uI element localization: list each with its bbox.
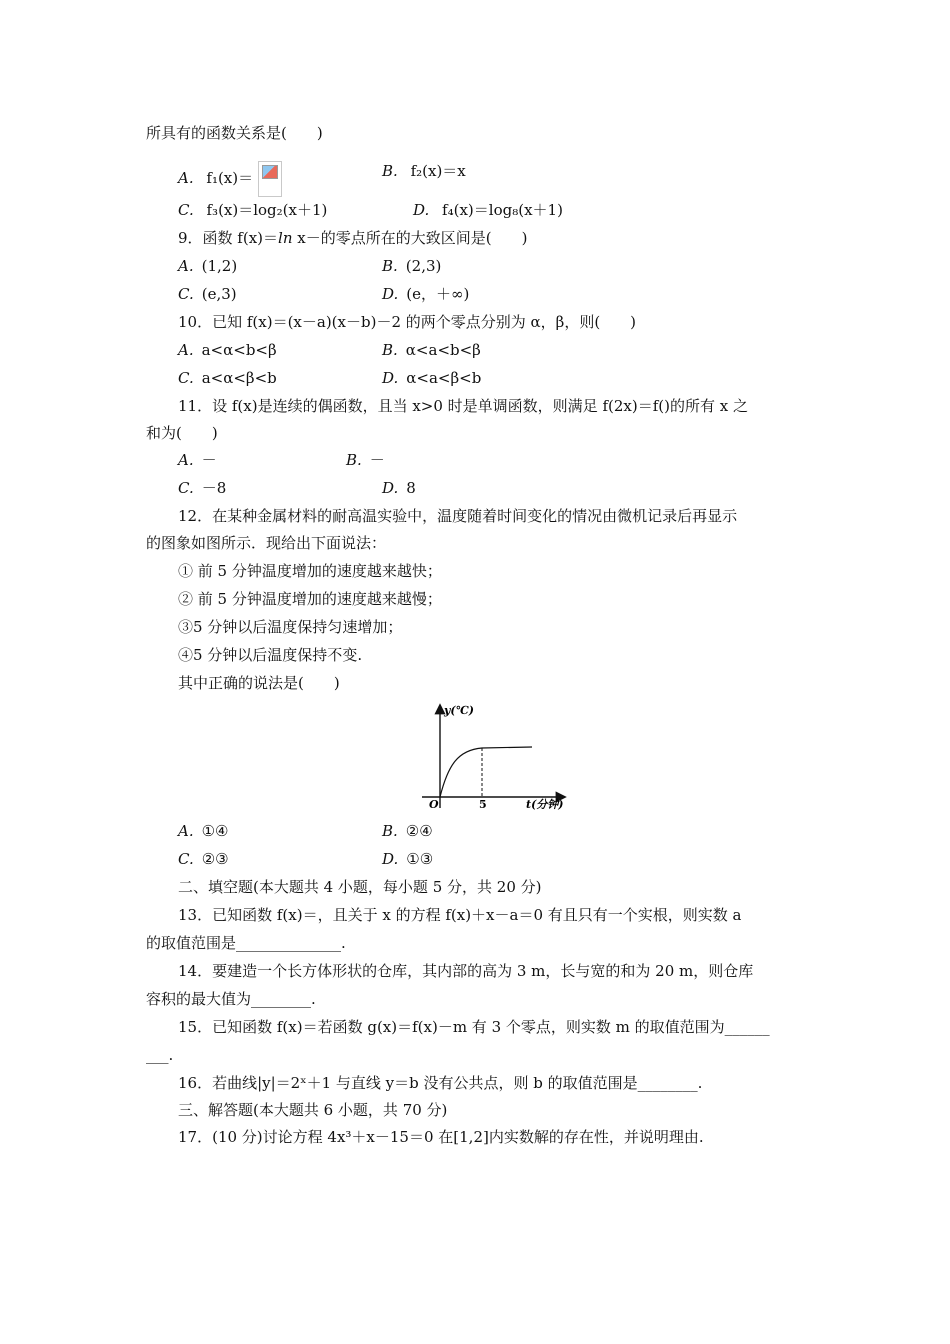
q11-stem: 11．设 f(x)是连续的偶函数，且当 x>0 时是单调函数，则满足 f(2x)＝f()的所有 x 之 (178, 397, 748, 415)
option-text: ①③ (406, 850, 434, 868)
q14-stem-cont: 容积的最大值为________. (146, 990, 316, 1008)
option-label: C. (178, 201, 194, 219)
option-label: D. (413, 201, 430, 219)
q8-option-b[interactable] (382, 161, 466, 181)
option-label: B. (346, 451, 362, 469)
q10-option-a[interactable] (178, 340, 277, 360)
q16-stem: 16．若曲线|y|＝2ˣ＋1 与直线 y＝b 没有公共点，则 b 的取值范围是________. (178, 1074, 703, 1092)
option-text: (1,2) (201, 257, 238, 275)
option-text: α<a<β<b (406, 369, 482, 387)
q13-stem-cont: 的取值范围是______________. (146, 934, 346, 952)
y-axis-label: y(℃) (444, 704, 474, 717)
q13-stem: 13．已知函数 f(x)＝，且关于 x 的方程 f(x)＋x－a＝0 有且只有一个实根，则实数 a (178, 906, 742, 924)
q11-option-b[interactable] (346, 450, 385, 470)
option-text: f₄(x)＝log₈(x＋1) (442, 201, 563, 219)
q12-option-d[interactable] (382, 849, 433, 869)
q12-prompt: 其中正确的说法是( ) (178, 674, 340, 692)
q9-option-b[interactable] (382, 256, 441, 276)
option-text: α<a<b<β (405, 341, 481, 359)
q12-statement-4: ④5 分钟以后温度保持不变. (178, 646, 363, 664)
q17-stem: 17．(10 分)讨论方程 4x³＋x－15＝0 在[1,2]内实数解的存在性，并说明理由. (178, 1128, 704, 1146)
q12-stem: 12．在某种金属材料的耐高温实验中，温度随着时间变化的情况由微机记录后再显示 (178, 507, 738, 525)
q12-option-b[interactable] (382, 821, 433, 841)
option-text: (e，＋∞) (406, 285, 470, 303)
q12-stem-cont: 的图象如图所示．现给出下面说法： (146, 534, 387, 552)
q10-option-c[interactable] (178, 368, 277, 388)
q15-stem-cont: ___. (146, 1046, 174, 1064)
q10-stem: 10．已知 f(x)＝(x－a)(x－b)－2 的两个零点分别为 α，β，则( ) (178, 313, 637, 331)
option-text: f₃(x)＝log₂(x＋1) (206, 201, 328, 219)
option-text: f₁(x)＝ (206, 169, 254, 187)
option-text: － (201, 451, 217, 469)
q12-option-c[interactable] (178, 849, 229, 869)
option-text: ②③ (201, 850, 229, 868)
option-text: f₂(x)＝x (410, 162, 466, 180)
q15-stem: 15．已知函数 f(x)＝若函数 g(x)＝f(x)－m 有 3 个零点，则实数 m 的取值范围为______ (178, 1018, 770, 1036)
section-2-heading: 二、填空题(本大题共 4 小题，每小题 5 分，共 20 分) (178, 878, 542, 896)
section-3-heading: 三、解答题(本大题共 6 小题，共 70 分) (178, 1101, 448, 1119)
q9-option-d[interactable] (382, 284, 469, 304)
broken-image-icon (258, 161, 282, 197)
tick-label-5: 5 (479, 798, 487, 811)
x-axis-label: t(分钟) (526, 798, 564, 811)
q8-stem-tail: 所具有的函数关系是( ) (146, 124, 323, 142)
temperature-curve (440, 747, 532, 797)
option-label: B. (382, 257, 398, 275)
q8-option-c[interactable] (178, 200, 327, 220)
option-text: 8 (406, 479, 416, 497)
option-label: D. (382, 285, 399, 303)
q8-option-d[interactable] (413, 200, 563, 220)
option-text: －8 (201, 479, 227, 497)
option-label: A. (178, 341, 194, 359)
option-text: (2,3) (405, 257, 442, 275)
option-text: ①④ (201, 822, 229, 840)
q8-option-a[interactable] (178, 161, 282, 197)
option-label: C. (178, 285, 194, 303)
option-text: ②④ (405, 822, 433, 840)
option-text: a<α<b<β (201, 341, 277, 359)
q11-stem-cont: 和为( ) (146, 424, 218, 442)
option-label: A. (178, 451, 194, 469)
option-label: C. (178, 479, 194, 497)
q10-option-b[interactable] (382, 340, 481, 360)
option-label: A. (178, 169, 194, 187)
q12-statement-3: ③5 分钟以后温度保持匀速增加； (178, 618, 403, 636)
option-label: C. (178, 850, 194, 868)
option-label: D. (382, 479, 399, 497)
option-label: C. (178, 369, 194, 387)
option-label: B. (382, 341, 398, 359)
option-label: B. (382, 822, 398, 840)
q12-statement-1: ① 前 5 分钟温度增加的速度越来越快； (178, 562, 442, 580)
q11-option-d[interactable] (382, 478, 416, 498)
q9-option-a[interactable] (178, 256, 237, 276)
q9-stem: 9．函数 f(x)＝ln x－的零点所在的大致区间是( ) (178, 229, 528, 247)
option-text: a<α<β<b (201, 369, 277, 387)
q12-statement-2: ② 前 5 分钟温度增加的速度越来越慢； (178, 590, 442, 608)
option-label: D. (382, 369, 399, 387)
q11-option-a[interactable] (178, 450, 217, 470)
q12-option-a[interactable] (178, 821, 229, 841)
option-text: (e,3) (201, 285, 237, 303)
option-label: B. (382, 162, 398, 180)
origin-label: O (429, 798, 439, 811)
q11-option-c[interactable] (178, 478, 226, 498)
option-label: D. (382, 850, 399, 868)
q9-option-c[interactable] (178, 284, 237, 304)
option-label: A. (178, 822, 194, 840)
option-label: A. (178, 257, 194, 275)
option-text: － (369, 451, 385, 469)
temperature-graph (412, 700, 572, 812)
q14-stem: 14．要建造一个长方体形状的仓库，其内部的高为 3 m，长与宽的和为 20 m，则仓库 (178, 962, 754, 980)
q10-option-d[interactable] (382, 368, 481, 388)
